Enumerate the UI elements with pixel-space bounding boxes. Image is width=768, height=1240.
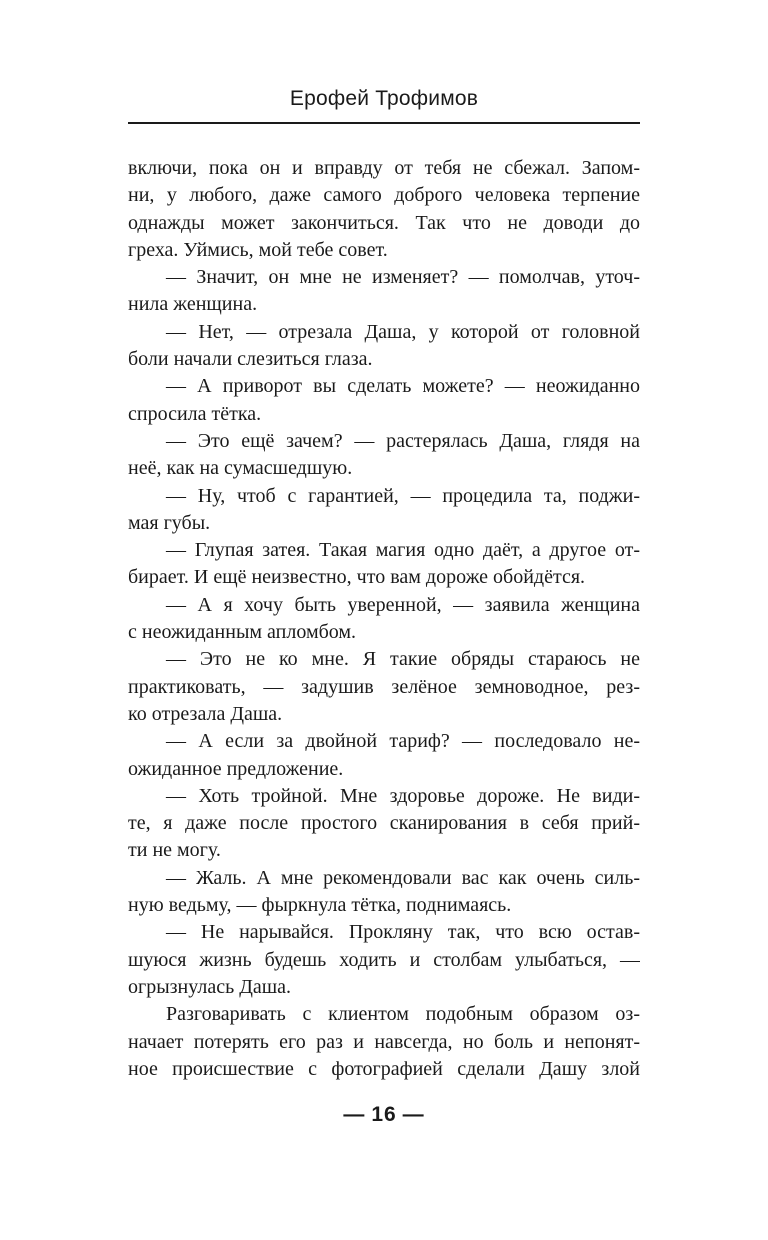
- text-line: — Значит, он мне не изменяет? — помолчав, уточ-: [166, 266, 640, 289]
- text-line: огрызнулась Даша.: [128, 975, 292, 998]
- text-line: ни, у любого, даже самого доброго человека терпение: [128, 184, 640, 207]
- text-line: — Жаль. А мне рекомендовали вас как очень силь-: [166, 866, 640, 889]
- text-line: однажды может закончиться. Так что не доводи до: [128, 211, 640, 234]
- text-line: с неожиданным апломбом.: [128, 621, 357, 644]
- paragraph: [128, 783, 640, 865]
- paragraph: [128, 1001, 640, 1083]
- text-line: шуюся жизнь будешь ходить и столбам улыбаться, —: [128, 948, 640, 971]
- footer-dash-left: —: [343, 1103, 366, 1127]
- text-line: ную ведьму, — фыркнула тётка, поднимаясь.: [128, 894, 512, 917]
- text-line: бирает. И ещё неизвестно, что вам дороже обойдётся.: [128, 566, 586, 589]
- text-line: спросила тётка.: [128, 402, 262, 425]
- text-line: ти не могу.: [128, 839, 221, 862]
- text-line: включи, пока он и вправду от тебя не сбежал. Запом-: [128, 157, 640, 179]
- text-line: ко отрезала Даша.: [128, 702, 283, 725]
- paragraph: [128, 537, 640, 592]
- header-rule: [128, 122, 640, 124]
- text-line: — Ну, чтоб с гарантией, — процедила та, поджи-: [166, 484, 640, 507]
- text-line: начает потерять его раз и навсегда, но боль и непонят-: [128, 1030, 640, 1053]
- paragraph: [128, 373, 640, 428]
- paragraph: [128, 728, 640, 783]
- text-line: нила женщина.: [128, 293, 258, 316]
- paragraph: [128, 428, 640, 483]
- text-line: — А приворот вы сделать можете? — неожиданно: [166, 375, 640, 398]
- text-line: — Хоть тройной. Мне здоровье дороже. Не види-: [166, 784, 640, 807]
- page-number: 16: [371, 1103, 397, 1127]
- paragraph: [128, 155, 640, 264]
- text-line: — Не нарывайся. Прокляну так, что всю остав-: [166, 921, 640, 944]
- text-line: мая губы.: [128, 511, 211, 534]
- paragraph: [128, 865, 640, 920]
- paragraph: [128, 483, 640, 538]
- text-line: те, я даже после простого сканирования в себя прий-: [128, 812, 640, 835]
- text-line: боли начали слезиться глаза.: [128, 348, 373, 371]
- running-header-author: Ерофей Трофимов: [289, 87, 479, 110]
- text-line: — А если за двойной тариф? — последовало не-: [166, 730, 640, 753]
- text-line: — Глупая затея. Такая магия одно даёт, а другое от-: [166, 539, 640, 562]
- text-line: неё, как на сумасшедшую.: [128, 457, 353, 480]
- page-body: [128, 155, 640, 1083]
- text-line: практиковать, — задушив зелёное земноводное, рез-: [128, 675, 640, 698]
- paragraph: [128, 919, 640, 1001]
- page-footer: [128, 1102, 640, 1127]
- text-line: — А я хочу быть уверенной, — заявила женщина: [166, 593, 640, 616]
- text-line: Разговаривать с клиентом подобным образом оз-: [166, 1003, 640, 1026]
- text-line: ное происшествие с фотографией сделали Дашу злой: [128, 1057, 640, 1080]
- paragraph: [128, 592, 640, 647]
- text-line: ожиданное предложение.: [128, 757, 344, 780]
- text-line: — Это ещё зачем? — растерялась Даша, глядя на: [166, 429, 640, 452]
- paragraph: [128, 319, 640, 374]
- paragraph: [128, 264, 640, 319]
- text-line: греха. Уймись, мой тебе совет.: [128, 238, 388, 261]
- paragraph: [128, 646, 640, 728]
- footer-dash-right: —: [402, 1103, 425, 1127]
- text-column: [128, 87, 640, 1127]
- text-line: — Это не ко мне. Я такие обряды стараюсь не: [166, 648, 640, 671]
- text-line: — Нет, — отрезала Даша, у которой от головной: [166, 320, 640, 343]
